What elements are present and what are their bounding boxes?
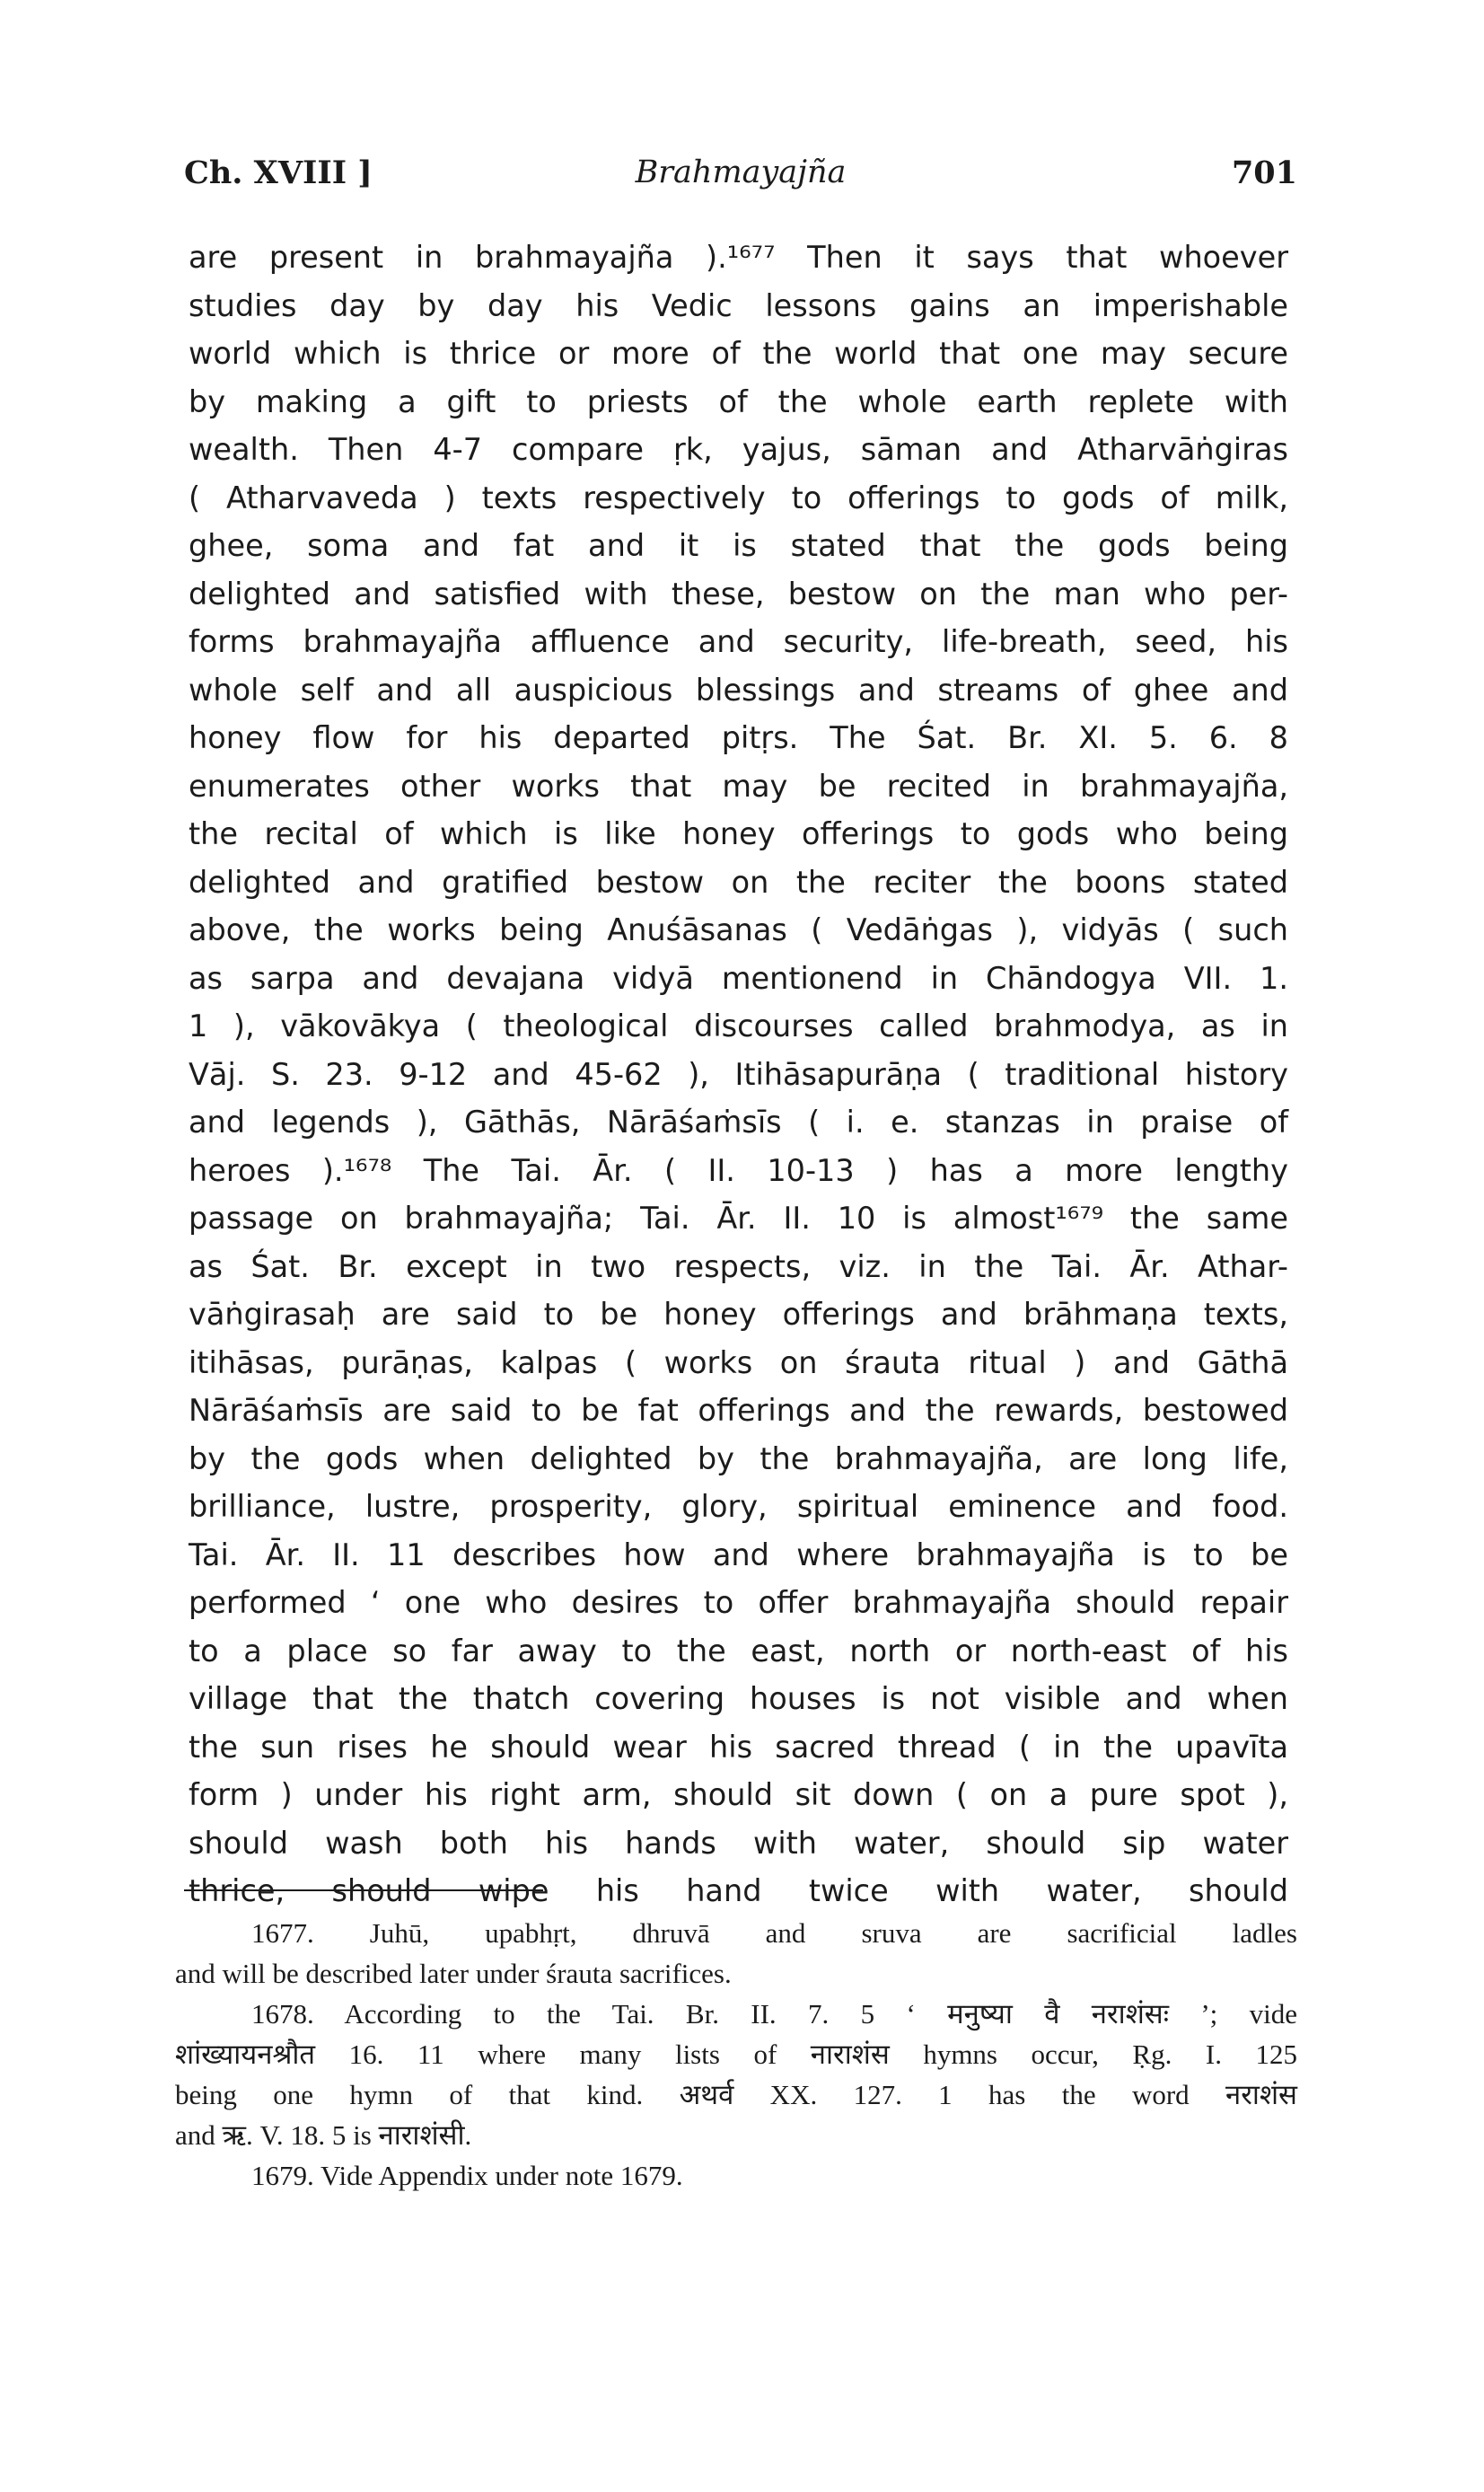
body-line: honey flow for his departed pitṛs. The Śat. Br. XI. 5. 6. 8 <box>189 720 1288 755</box>
body-line: world which is thrice or more of the world that one may secure <box>189 336 1288 371</box>
footnote-line: 1677. Juhū, upabhṛt, dhruvā and sruva are sacrificial ladles <box>251 1917 1297 1949</box>
body-line: delighted and satisfied with these, bestow on the man who per- <box>189 576 1288 612</box>
body-line: performed ‘ one who desires to offer brahmayajña should repair <box>189 1585 1288 1620</box>
body-line: passage on brahmayajña; Tai. Ār. II. 10 is almost¹⁶⁷⁹ the same <box>189 1201 1288 1236</box>
body-line: ( Atharvaveda ) texts respectively to offerings to gods of milk, <box>189 480 1288 515</box>
footnote-line: and ऋ. V. 18. 5 is नाराशंसी. <box>175 2119 472 2151</box>
body-line: delighted and gratified bestow on the reciter the boons stated <box>189 864 1288 900</box>
body-line: Tai. Ār. II. 11 describes how and where brahmayajña is to be <box>189 1537 1288 1572</box>
body-line: to a place so far away to the east, north or north-east of his <box>189 1633 1288 1669</box>
footnote-line: being one hymn of that kind. अथर्व XX. 127. 1 has the word नराशंस <box>175 2079 1297 2110</box>
body-line: the recital of which is like honey offerings to gods who being <box>189 816 1288 851</box>
running-title: Brahmayajña <box>635 154 847 190</box>
body-line: wealth. Then 4-7 compare ṛk, yajus, sāman and Atharvāṅgiras <box>189 432 1288 467</box>
body-line: thrice, should wipe his hand twice with water, should <box>189 1873 1288 1908</box>
footnote <box>175 2155 1297 2196</box>
body-line: ghee, soma and fat and it is stated that the gods being <box>189 528 1288 563</box>
footnote-line: 1679. Vide Appendix under note 1679. <box>251 2160 683 2191</box>
footnotes <box>175 1913 1297 2196</box>
body-line: the sun rises he should wear his sacred thread ( in the upavīta <box>189 1729 1288 1765</box>
footnote-divider <box>184 1889 543 1891</box>
footnote <box>175 1913 1297 1994</box>
running-header <box>184 154 1297 208</box>
body-line: brilliance, lustre, prosperity, glory, spiritual eminence and food. <box>189 1489 1288 1524</box>
body-line: and legends ), Gāthās, Nārāśaṁsīs ( i. e. stanzas in praise of <box>189 1105 1288 1140</box>
body-line: should wash both his hands with water, should sip water <box>189 1825 1288 1861</box>
body-line: itihāsas, purāṇas, kalpas ( works on śrauta ritual ) and Gāthā <box>189 1344 1288 1380</box>
footnote-line: 1678. According to the Tai. Br. II. 7. 5 ‘ मनुष्या वै नराशंसः ’; vide <box>251 1998 1297 2030</box>
body-line: enumerates other works that may be recited in brahmayajña, <box>189 768 1288 804</box>
page-number: 701 <box>1231 154 1297 191</box>
body-line: by the gods when delighted by the brahmayajña, are long life, <box>189 1440 1288 1476</box>
body-line: 1 ), vākovākya ( theological discourses called brahmodya, as in <box>189 1008 1288 1043</box>
body-line: forms brahmayajña affluence and security, life-breath, seed, his <box>189 624 1288 659</box>
chapter-label: Ch. XVIII ] <box>184 154 373 191</box>
footnote <box>175 1994 1297 2155</box>
body-line: whole self and all auspicious blessings and streams of ghee and <box>189 672 1288 708</box>
footnote-line: and will be described later under śrauta sacrifices. <box>175 1958 732 1989</box>
body-text <box>189 233 1288 1915</box>
body-line: village that the thatch covering houses is not visible and when <box>189 1681 1288 1716</box>
body-line: above, the works being Anuśāsanas ( Vedāṅgas ), vidyās ( such <box>189 912 1288 947</box>
body-line: by making a gift to priests of the whole earth replete with <box>189 383 1288 419</box>
body-line: studies day by day his Vedic lessons gains an imperishable <box>189 287 1288 323</box>
body-line: heroes ).¹⁶⁷⁸ The Tai. Ār. ( II. 10-13 ) has a more lengthy <box>189 1152 1288 1188</box>
footnote-line: शांख्यायनश्रौत 16. 11 where many lists of नाराशंस hymns occur, Ṛg. I. 125 <box>175 2039 1297 2070</box>
body-line: vāṅgirasaḥ are said to be honey offerings and brāhmaṇa texts, <box>189 1297 1288 1332</box>
body-line: as sarpa and devajana vidyā mentionend in Chāndogya VII. 1. <box>189 960 1288 996</box>
body-line: Vāj. S. 23. 9-12 and 45-62 ), Itihāsapurāṇa ( traditional history <box>189 1056 1288 1092</box>
body-line: as Śat. Br. except in two respects, viz. in the Tai. Ār. Athar- <box>189 1248 1288 1284</box>
body-line: form ) under his right arm, should sit down ( on a pure spot ), <box>189 1777 1288 1812</box>
body-line: are present in brahmayajña ).¹⁶⁷⁷ Then it says that whoever <box>189 240 1288 275</box>
body-line: Nārāśaṁsīs are said to be fat offerings and the rewards, bestowed <box>189 1393 1288 1428</box>
